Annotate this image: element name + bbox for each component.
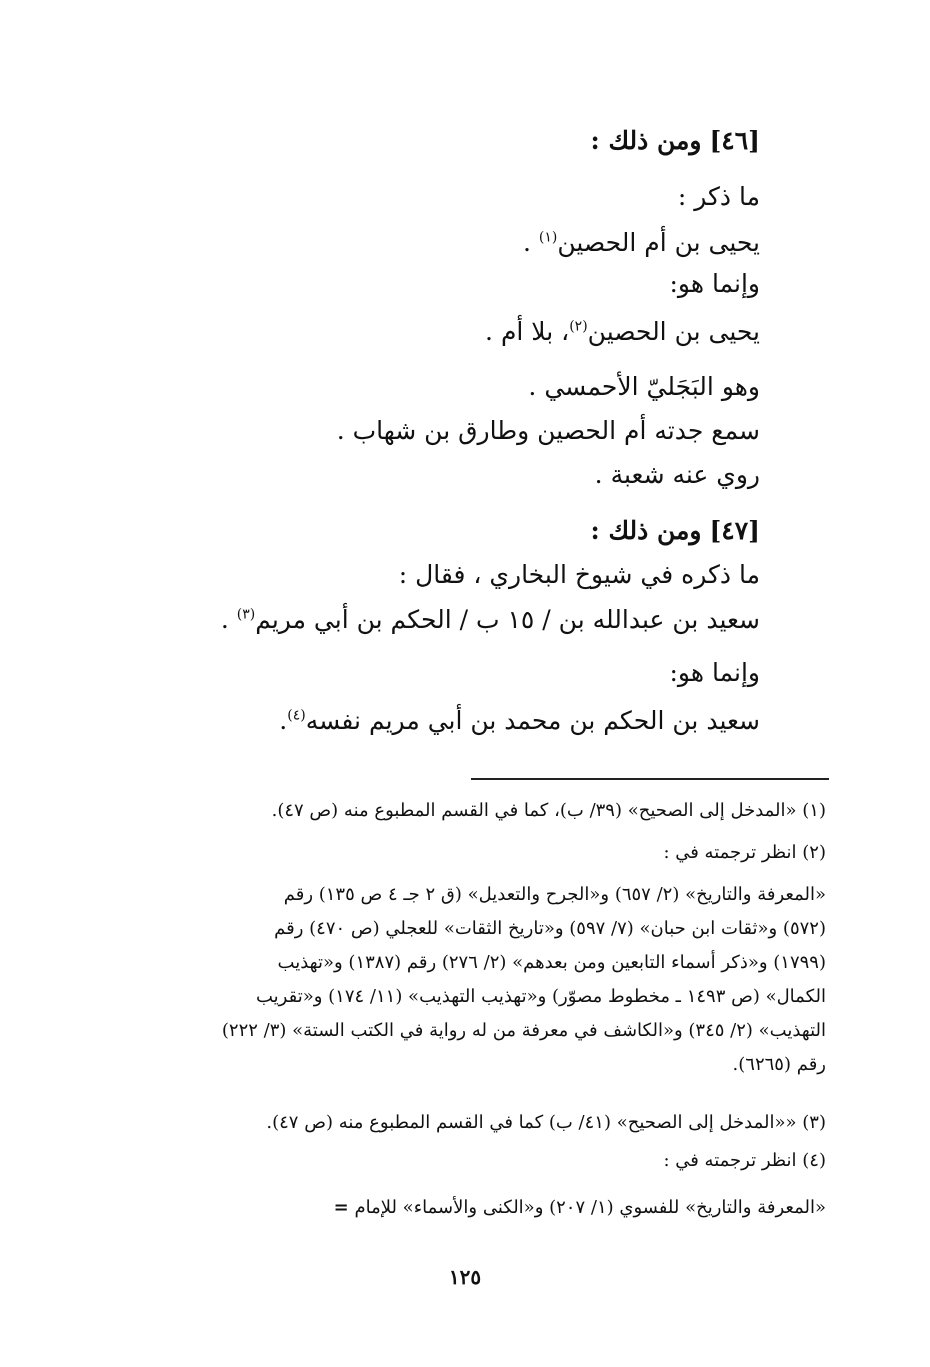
- text-line: ما ذكره في شيوخ البخاري ، فقال :: [398, 560, 760, 589]
- text-segment: يحيى بن الحصين: [587, 317, 760, 346]
- entry-number: [٤٧]: [709, 516, 760, 545]
- text-line: [120, 704, 760, 738]
- text-segment: سعيد بن الحكم بن محمد بن أبي مريم نفسه: [305, 706, 760, 735]
- footnote-line: رقم (٦٢٦٥).: [732, 1054, 826, 1075]
- text-line: [120, 226, 760, 260]
- footnote-1: (١) «المدخل إلى الصحيح» (٣٩/ ب)، كما في القسم المطبوع منه (ص ٤٧).: [271, 800, 826, 821]
- text-segment: .: [220, 605, 237, 634]
- page-number: ١٢٥: [448, 1265, 482, 1289]
- footnote-line: (٥٧٢) و«ثقات ابن حبان» (٧/ ٥٩٧) و«تاريخ الثقات» للعجلي (ص ٤٧٠) رقم: [274, 918, 826, 939]
- footnote-line: «المعرفة والتاريخ» للفسوي (١/ ٢٠٧) و«الكنى والأسماء» للإمام: [354, 1197, 826, 1218]
- footnote-ref: (٢): [569, 318, 588, 335]
- text-line: وهو البَجَليّ الأحمسي .: [528, 372, 760, 401]
- text-segment: يحيى بن أم الحصين: [557, 228, 760, 257]
- footnote-line: الكمال» (ص ١٤٩٣ ـ مخطوط مصوّر) و«تهذيب التهذيب» (١١/ ١٧٤) و«تقريب: [255, 986, 826, 1007]
- text-segment: سعيد بن عبدالله بن / ١٥ ب / الحكم بن أبي مريم: [255, 605, 760, 634]
- footnote-line: «المعرفة والتاريخ» (٢/ ٦٥٧) و«الجرح والتعديل» (ق ٢ جـ ٤ ص ١٣٥) رقم: [283, 884, 826, 905]
- entry-46-heading: [120, 124, 760, 158]
- footnote-4-body: [334, 1193, 826, 1223]
- continuation-mark: =: [333, 1197, 349, 1218]
- text-segment: .: [279, 706, 288, 735]
- text-line: وإنما هو:: [669, 658, 760, 687]
- footnote-line: التهذيب» (٢/ ٣٤٥) و«الكاشف في معرفة من له رواية في الكتب الستة» (٣/ ٢٢٢): [221, 1020, 826, 1041]
- footnote-ref: (١): [538, 229, 558, 246]
- footnote-ref: (٤): [287, 707, 306, 724]
- text-line: روي عنه شعبة .: [594, 460, 760, 489]
- footnote-divider: [471, 778, 829, 780]
- footnote-line: (١٧٩٩) و«ذكر أسماء التابعين ومن بعدهم» (٢/ ٢٧٦) رقم (١٣٨٧) و«تهذيب: [277, 952, 826, 973]
- footnote-4-heading: (٤) انظر ترجمته في :: [663, 1150, 826, 1171]
- text-line: وإنما هو:: [669, 269, 760, 298]
- footnote-2-body: [116, 878, 826, 1082]
- text-line: ما ذكر :: [677, 182, 760, 211]
- text-segment: .: [522, 228, 539, 257]
- entry-number: [٤٦]: [709, 126, 760, 155]
- entry-47-heading: [120, 514, 760, 548]
- text-segment: ، بلا أم .: [485, 317, 570, 346]
- footnote-ref: (٣): [236, 606, 256, 623]
- text-line: سمع جدته أم الحصين وطارق بن شهاب .: [336, 416, 760, 445]
- text-line: [120, 315, 760, 349]
- footnote-3: (٣) ««المدخل إلى الصحيح» (٤١/ ب) كما في القسم المطبوع منه (ص ٤٧).: [266, 1112, 826, 1133]
- entry-heading: ومن ذلك :: [590, 126, 702, 155]
- footnote-2-heading: (٢) انظر ترجمته في :: [663, 842, 826, 863]
- entry-heading: ومن ذلك :: [590, 516, 702, 545]
- text-line: [120, 603, 760, 637]
